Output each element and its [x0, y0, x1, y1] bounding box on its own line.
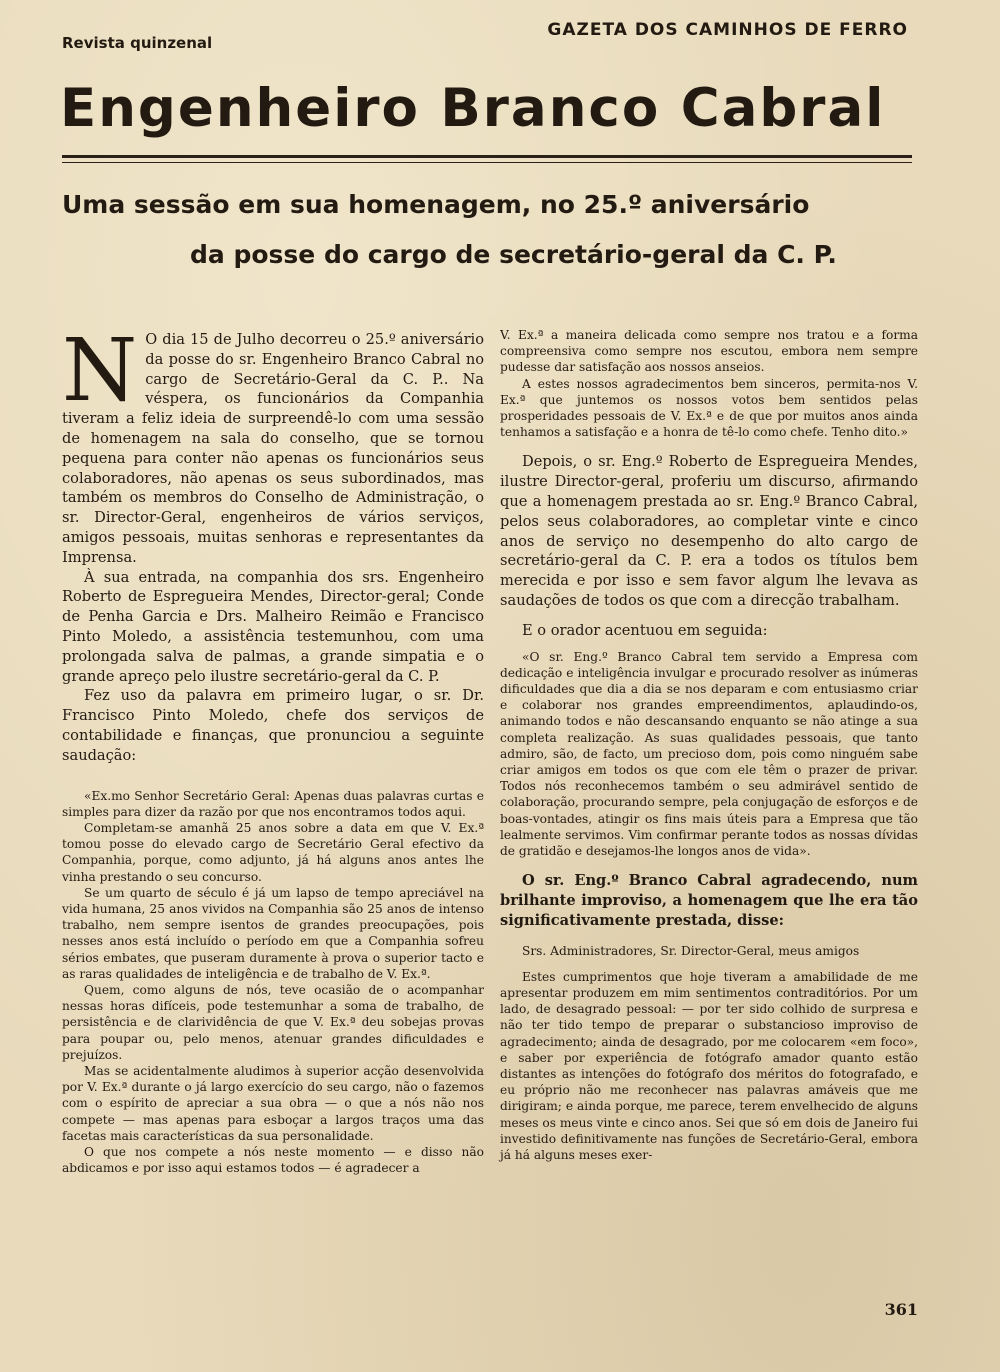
paragraph-arrival: À sua entrada, na companhia dos srs. Engenheiro Roberto de Espregueira Mendes, Director-geral; Conde de Penha Garcia e Drs. Malheiro Reimão e Francisco Pinto Moledo, a assistência testemunhou, com uma prolongada salva de palmas, a grande simpatia e o grande apreço pelo ilustre secretário-geral da C. P.: [62, 568, 484, 685]
intro-paragraph: [62, 321, 484, 568]
speech-1-paragraph-3: Se um quarto de século é já um lapso de tempo apreciável na vida humana, 25 anos vividos na Companhia são 25 anos de intenso trabalho, nem sempre isentos de grandes preocupações, pois nesses anos está incluído o período em que a Companhia sofreu sérios embates, que puseram duramente à prova o superior tacto e as raras qualidades de inteligência e de trabalho de V. Ex.ª.: [62, 885, 484, 981]
title-rule-thin: [62, 162, 912, 163]
right-column: [500, 327, 918, 1163]
title-rule-thick: [62, 155, 912, 158]
speech-1-paragraph-2: Completam-se amanhã 25 anos sobre a data em que V. Ex.ª tomou posse do elevado cargo de Secretário Geral efectivo da Companhia, porque, como adjunto, já há alguns anos antes lhe vinha prestando o seu concurso.: [62, 820, 484, 884]
intro-text: O dia 15 de Julho decorreu o 25.º aniversário da posse do sr. Engenheiro Branco Cabral no cargo de Secretário-Geral da C. P.. Na véspera, os funcionários da Companhia tiveram a feliz ideia de surpreendê-lo com uma sessão de homenagem na sala do conselho, que se tornou pequena para conter não apenas os funcionários seus colaboradores, não apenas os seus subordinados, mas também os membros do Conselho de Administração, o sr. Director-Geral, engenheiros de vários serviços, amigos pessoais, muitas senhoras e representantes da Imprensa.: [62, 331, 484, 566]
running-header-left: Revista quinzenal: [62, 34, 213, 52]
speech-1-paragraph-4: Quem, como alguns de nós, teve ocasião de o acompanhar nessas horas difíceis, pode testemunhar a soma de trabalho, de persistência e de clarividência de que V. Ex.ª deu sobejas provas para poupar ou, pelo menos, atenuar grandes dificuldades e prejuízos.: [62, 982, 484, 1062]
speech-1-paragraph-1: «Ex.mo Senhor Secretário Geral: Apenas duas palavras curtas e simples para dizer da razão por que nos encontramos todos aqui.: [62, 788, 484, 819]
speech-1-paragraph-7: V. Ex.ª a maneira delicada como sempre nos tratou e a forma compreensiva como sempre nos escutou, embora nem sempre pudesse dar satisfação aos nossos anseios.: [500, 328, 918, 375]
paragraph-reply-intro: O sr. Eng.º Branco Cabral agradecendo, num brilhante improviso, a homenagem que lhe era tão significativamente prestada, disse:: [500, 872, 918, 929]
article-title: Engenheiro Branco Cabral: [60, 78, 886, 139]
speech-1-paragraph-6: O que nos compete a nós neste momento — e disso não abdicamos e por isso aqui estamos todos — é agradecer a: [62, 1145, 484, 1176]
paragraph-first-speaker: Fez uso da palavra em primeiro lugar, o sr. Dr. Francisco Pinto Moledo, chefe dos serviços de contabilidade e finanças, que pronunciou a seguinte saudação:: [62, 687, 484, 764]
speech-2-paragraph: «O sr. Eng.º Branco Cabral tem servido a Empresa com dedicação e inteligência invulgar e procurado resolver as inúmeras dificuldades que dia a dia se nos deparam e com entusiasmo criar e colaborar nos grandes empreendimentos, aplaudindo-os, animando todos e não descansando enquanto se não atinge a sua completa realização. As suas qualidades pessoais, que tanto admiro, são, de facto, um precioso dom, pois como ninguém sabe criar amigos em todos os que com ele têm o prazer de privar. Todos nós reconhecemos também o seu admirável sentido de colaboração, procurando sempre, pela conjugação de esforços e de boas-vontades, atingir os fins mais úteis para a Empresa que tão lealmente servimos. Vim confirmar perante todos as nossas dívidas de gratidão e desejamos-lhe longos anos de vida».: [500, 649, 918, 859]
left-column: [62, 321, 484, 1176]
drop-cap: N: [62, 321, 138, 421]
subtitle-line-2: da posse do cargo de secretário-geral da C. P.: [190, 240, 837, 269]
paragraph-orator-continued: E o orador acentuou em seguida:: [522, 621, 768, 639]
running-header-right: GAZETA DOS CAMINHOS DE FERRO: [547, 20, 908, 40]
speech-1-paragraph-5: Mas se acidentalmente aludimos à superior acção desenvolvida por V. Ex.ª durante o já largo exercício do seu cargo, não o fazemos com o espírito de apreciar a sua obra — o que a nós não nos compete — mas apenas para esboçar a largos traços uma das facetas mais características da sua personalidade.: [62, 1063, 484, 1143]
subtitle-line-1: Uma sessão em sua homenagem, no 25.º aniversário: [62, 190, 810, 219]
page-number: 361: [884, 1300, 918, 1319]
reply-salutation: Srs. Administradores, Sr. Director-Geral, meus amigos: [522, 943, 860, 958]
reply-paragraph-1: Estes cumprimentos que hoje tiveram a amabilidade de me apresentar produzem em mim sentimentos contraditórios. Por um lado, de desagrado pessoal: — por ter sido colhido de surpresa e não ter tido tempo de preparar o substancioso improviso de agradecimento; ainda de desagrado, por me colocarem «em foco», e saber por experiência de fotógrafo amador quanto estão distantes as intenções do fotógrafo dos méritos do fotografado, e eu próprio não me reconhecer nas palavras amáveis que me dirigiram; e ainda porque, me parece, terem envelhecido de alguns meses os meus vinte e cinco anos. Sei que só em dois de Janeiro fui investido definitivamente nas funções de Secretário-Geral, embora já há alguns meses exer-: [500, 969, 918, 1163]
paragraph-director-speech: Depois, o sr. Eng.º Roberto de Espregueira Mendes, ilustre Director-geral, proferiu um discurso, afirmando que a homenagem prestada ao sr. Eng.º Branco Cabral, pelos seus colaboradores, ao completar vinte e cinco anos de serviço no desempenho do alto cargo de secretário-geral da C. P. era a todos os títulos bem merecida e por isso e sem favor algum lhe levava as saudações de todos os que com a direcção trabalham.: [500, 453, 918, 609]
speech-1-paragraph-8: A estes nossos agradecimentos bem sinceros, permita-nos V. Ex.ª que juntemos os nossos votos bem sentidos pelas prosperidades pessoais de V. Ex.ª e de que por muitos anos ainda tenhamos a satisfação e a honra de tê-lo como chefe. Tenho dito.»: [500, 376, 918, 440]
